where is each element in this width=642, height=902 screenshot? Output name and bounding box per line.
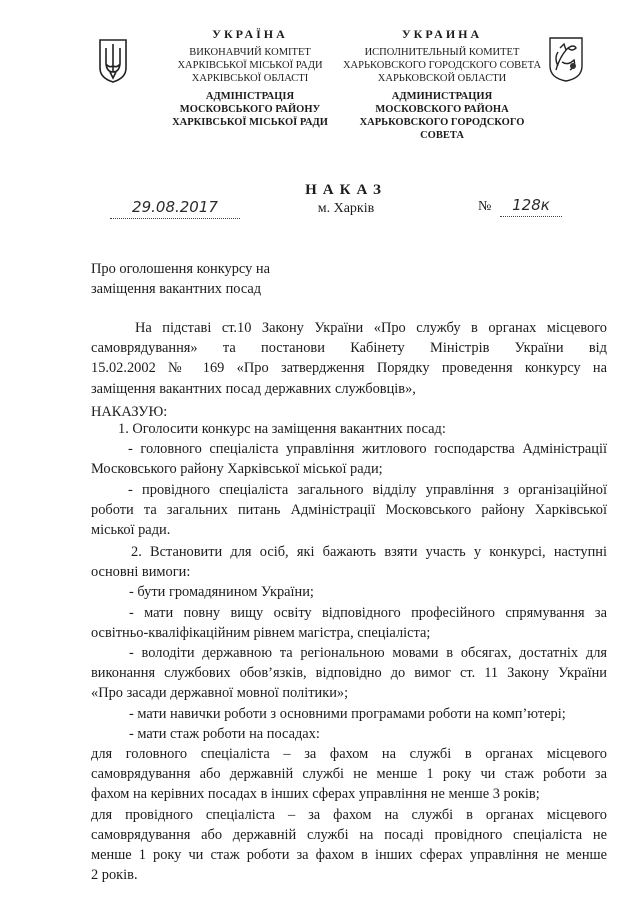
order-word: НАКАЗУЮ: [91,404,168,420]
header-right-line2: ХАРЬКОВСКОГО ГОРОДСКОГО СОВЕТА [342,60,542,71]
preamble-line2: самоврядування» та постанови Кабінету Міністрів України від [91,340,607,357]
preamble-block [91,318,607,399]
item2-line1: 2. Встановити для осіб, які бажають взяти участь у конкурсі, наступні [131,544,607,560]
item2-block [91,542,607,885]
item1-line5: роботи та загальних питань Адміністрації Московського району Харківської [91,501,607,518]
header-left-line1: ВИКОНАВЧИЙ КОМІТЕТ [189,47,311,58]
header-left-adm1: АДМІНІСТРАЦІЯ [205,91,295,102]
item2-line15: самоврядування або державній службі на посаді провідного спеціаліста не [91,826,607,843]
order-number-label: № [478,199,492,214]
item1-line6: міської ради. [91,522,171,539]
header-left-adm2: МОСКОВСЬКОГО РАЙОНУ [179,104,321,115]
subject-line2: заміщення вакантних посад [91,281,262,298]
header-left-country: УКРАЇНА [212,27,288,41]
item1-block [91,419,607,540]
item2-line17: 2 років. [91,867,138,884]
preamble-line4: заміщення вакантних посад державних службовців», [91,380,416,397]
item2-line7: виконання службових обов’язків, відповідно до вимог ст. 11 Закону України [91,665,607,682]
header-right-adm3: ХАРЬКОВСКОГО ГОРОДСКОГО СОВЕТА [359,117,525,141]
preamble-line3: 15.02.2002 № 169 «Про затвердження Порядку проведення конкурсу на [91,360,607,377]
item1-line1: 1. Оголосити конкурс на заміщення вакантних посад: [118,421,446,437]
item2-line2: основні вимоги: [91,564,191,581]
item2-line14: для провідного спеціаліста – за фахом на службі в органах місцевого [91,806,607,823]
item1-line4: - провідного спеціаліста загального відділу управління з організаційної [128,481,607,498]
item2-line8: «Про засади державної мовної політики»; [91,685,349,702]
header-right-adm1: АДМИНИСТРАЦИЯ [391,91,493,102]
item2-line6: - володіти державною та регіональною мовами в обсягах, достатніх для [129,645,607,662]
header-right-line1: ИСПОЛНИТЕЛЬНЫЙ КОМИТЕТ [364,47,520,58]
subject-block [91,259,391,299]
item2-line12: самоврядування або державній службі не менше 1 року чи стаж роботи за [91,766,607,783]
kharkiv-emblem-icon [548,36,584,82]
item2-line10: - мати стаж роботи на посадах: [129,725,320,742]
item1-line2: - головного спеціаліста управління житлового господарства Адміністрації [128,441,607,458]
header-left-line3: ХАРКІВСЬКОЇ ОБЛАСТІ [191,73,309,84]
item2-line5: освітньо-кваліфікаційним рівнем магістра, спеціаліста; [91,624,431,641]
item2-line3: - бути громадянином України; [129,584,314,601]
ukraine-coat-of-arms-icon [98,38,128,84]
header-right-adm2: МОСКОВСКОГО РАЙОНА [375,104,509,115]
order-number: 128к [500,196,562,217]
order-title: НАКАЗ [305,182,387,198]
item2-line4: - мати повну вищу освіту відповідного професійного спрямування за [129,604,607,621]
item1-line3: Московського району Харківської міської ради; [91,461,383,478]
item2-line16: менше 1 року чи стаж роботи за фахом в інших сферах управління не менше [91,847,607,864]
header-left-block [155,28,345,129]
order-date: 29.08.2017 [110,198,240,219]
item2-line9: - мати навички роботи з основними програмами роботи на комп’ютері; [129,705,566,722]
header-right-line3: ХАРЬКОВСКОЙ ОБЛАСТИ [377,73,507,84]
header-right-block [342,28,542,142]
header-right-country: УКРАИНА [401,27,483,41]
item2-line13: фахом на керівних посадах в інших сферах управління не менше 3 років; [91,786,540,803]
preamble-line1: На підставі ст.10 Закону України «Про службу в органах місцевого [135,320,607,336]
subject-line1: Про оголошення конкурсу на [91,261,271,277]
header-left-line2: ХАРКІВСЬКОЇ МІСЬКОЇ РАДИ [177,60,323,71]
item2-line11: для головного спеціаліста – за фахом на службі в органах місцевого [91,746,607,763]
order-city: м. Харків [317,201,375,216]
header-left-adm3: ХАРКІВСЬКОЇ МІСЬКОЇ РАДИ [172,117,328,128]
